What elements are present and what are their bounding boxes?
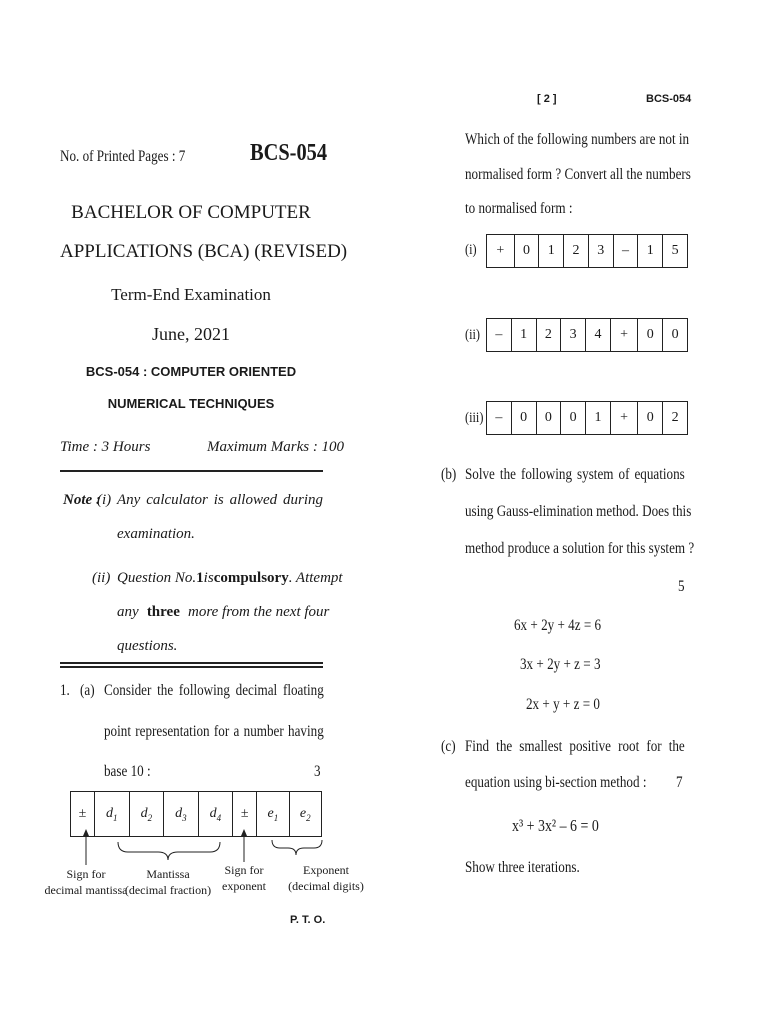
note-i-line-2: examination. [117, 526, 195, 542]
row-i-cell: 1 [638, 235, 663, 268]
row-i-table [486, 234, 688, 268]
row-i-cell: 1 [539, 235, 564, 268]
question-1a-line-3: base 10 : [104, 763, 151, 780]
row-iii-cell: 1 [586, 402, 611, 435]
repr-cell-e1: $e_1$ [257, 792, 289, 837]
note-ii-text-c: is [203, 570, 214, 586]
repr-cell-e2: $e_2$ [289, 792, 321, 837]
note-ii-more: more from the next four [188, 604, 330, 620]
exam-session: June, 2021 [152, 324, 230, 344]
intro-line-3: to normalised form : [465, 200, 573, 217]
row-i-cell: – [613, 235, 638, 268]
note-ii-text-a: Question No. [117, 570, 197, 586]
note-ii-question-number: 1 [196, 570, 204, 586]
row-iii-cell: 2 [663, 402, 688, 435]
row-iii-cell: 0 [536, 402, 561, 435]
label-sign-exponent: Sign for exponent [222, 863, 266, 893]
row-i-cell: 0 [514, 235, 539, 268]
right-paper-code: BCS-054 [646, 93, 692, 105]
label-mantissa: Mantissa (decimal fraction) [124, 867, 212, 897]
row-ii-cell: 4 [586, 319, 611, 352]
label-sign-mantissa: Sign for decimal mantissa [44, 867, 128, 897]
row-ii-cell: 0 [638, 319, 663, 352]
row-i-label: (i) [465, 242, 477, 258]
mantissa-brace [118, 842, 220, 860]
exam-title: Term-End Examination [111, 285, 271, 304]
note-ii-text-e: . Attempt [288, 570, 343, 586]
row-iii-table [486, 401, 688, 435]
repr-cell-d2: $d_2$ [129, 792, 164, 837]
note-ii-three: three [146, 604, 180, 620]
question-1-number: 1. [60, 682, 70, 699]
note-rule-top [60, 662, 323, 664]
header-rule [60, 470, 323, 472]
row-ii-cell: 1 [511, 319, 536, 352]
equation-1: 6x + 2y + 4z = 6 [514, 617, 602, 634]
degree-line-2: APPLICATIONS (BCA) (REVISED) [60, 241, 348, 262]
row-iii-cell: – [487, 402, 512, 435]
label-exponent: Exponent (decimal digits) [288, 863, 364, 893]
intro-line-2: normalised form ? Convert all the numbers [465, 166, 691, 183]
row-iii-cell: + [610, 402, 638, 435]
row-ii-cell: 3 [561, 319, 586, 352]
note-i-number: (i) [97, 492, 112, 508]
maximum-marks: Maximum Marks : 100 [207, 439, 345, 455]
question-b-line-1: Solve the following system of equations [465, 466, 685, 483]
repr-cell-sign-mantissa: ± [71, 792, 95, 837]
pto: P. T. O. [290, 914, 326, 926]
arrowhead-sign-mantissa [83, 829, 89, 836]
row-i-cell: 5 [663, 235, 688, 268]
arrowhead-sign-exponent [241, 829, 247, 836]
question-1a-label: (a) [80, 682, 95, 699]
course-title-line-1: BCS-054 : COMPUTER ORIENTED [85, 364, 297, 379]
note-ii-line-2 [117, 604, 330, 621]
row-ii-label: (ii) [465, 327, 481, 343]
note-rule-bottom [60, 666, 323, 668]
row-iii-cell: 0 [511, 402, 536, 435]
repr-cell-d4: $d_4$ [198, 792, 233, 837]
question-c-line-2: equation using bi-section method : [465, 774, 647, 791]
row-i-cell: 2 [564, 235, 589, 268]
question-b-line-3: method produce a solution for this system ? [465, 540, 695, 557]
question-c-instruction: Show three iterations. [465, 859, 580, 876]
note-i-line-1: Any calculator is allowed during [117, 492, 323, 508]
note-ii-number: (ii) [92, 570, 111, 586]
row-i-cell: 3 [588, 235, 613, 268]
row-ii-cell: – [487, 319, 512, 352]
question-1a-line-1: Consider the following decimal floating [104, 682, 324, 699]
repr-cell-d1: $d_1$ [95, 792, 130, 837]
question-c-marks: 7 [676, 774, 683, 791]
note-ii-line-3: questions. [117, 638, 178, 654]
equation-3: 2x + y + z = 0 [526, 696, 600, 713]
time-allowed: Time : 3 Hours [60, 439, 151, 455]
question-b-line-2: using Gauss-elimination method. Does this [465, 503, 692, 520]
question-c-equation: x³ + 3x² – 6 = 0 [512, 816, 599, 835]
question-1a-marks: 3 [314, 763, 321, 780]
note-ii-line-1 [117, 570, 343, 587]
course-title-line-2: NUMERICAL TECHNIQUES [107, 396, 275, 411]
row-ii-cell: 0 [663, 319, 688, 352]
row-iii-label: (iii) [465, 410, 484, 426]
repr-cell-d3: $d_3$ [164, 792, 199, 837]
equation-2: 3x + 2y + z = 3 [520, 656, 601, 673]
row-iii-cell: 0 [561, 402, 586, 435]
row-ii-cell: 2 [536, 319, 561, 352]
question-b-marks: 5 [678, 578, 685, 595]
question-1a-line-2: point representation for a number having [104, 723, 324, 740]
row-iii-cell: 0 [638, 402, 663, 435]
printed-pages: No. of Printed Pages : 7 [60, 148, 186, 165]
row-ii-table [486, 318, 688, 352]
row-ii-cell: + [610, 319, 638, 352]
repr-cell-sign-exponent: ± [233, 792, 257, 837]
row-i-cell: + [487, 235, 515, 268]
intro-line-1: Which of the following numbers are not in [465, 131, 690, 148]
note-ii-any: any [117, 604, 139, 620]
degree-line-1: BACHELOR OF COMPUTER [71, 202, 311, 223]
paper-code: BCS-054 [250, 140, 328, 166]
note-ii-compulsory: compulsory [213, 570, 289, 586]
exponent-brace [272, 840, 322, 855]
page-number: [ 2 ] [537, 93, 557, 105]
question-c-line-1: Find the smallest positive root for the [465, 738, 685, 755]
question-b-label: (b) [441, 466, 457, 483]
note-label: Note : [63, 492, 101, 508]
question-c-label: (c) [441, 738, 456, 755]
